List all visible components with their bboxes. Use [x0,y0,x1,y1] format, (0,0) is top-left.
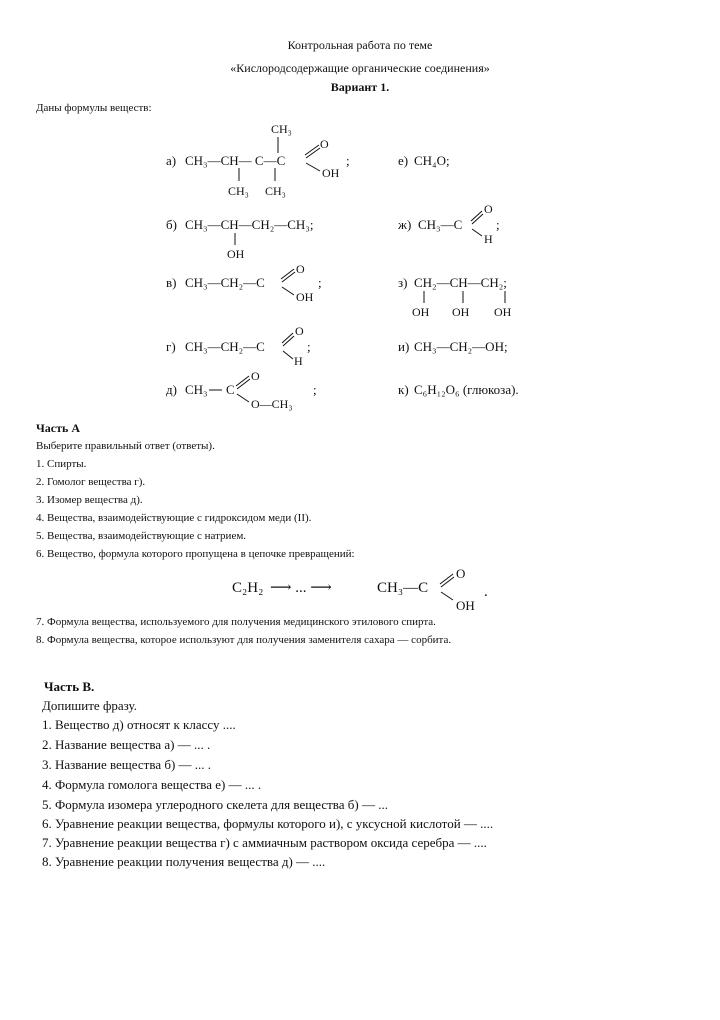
part-b-item-3: 3. Название вещества б) — ... . [42,757,212,772]
bond-line [306,163,320,171]
formula-d-och3: O—CH₃ [251,397,293,411]
formula-v-label: в) [166,275,177,290]
formula-zh-end: ; [496,217,500,232]
formula-a-o: O [320,137,329,151]
formula-z-oh-1: OH [412,305,430,319]
variant-title: Вариант 1. [330,80,390,94]
formula-v-o: O [296,262,305,276]
formula-b-main: CH₃—CH—CH₂—CH₃; [185,217,314,232]
formula-zh-h: H [484,232,493,246]
formula-z-oh-3: OH [494,305,512,319]
formula-zh-main: CH₃—C [418,217,463,232]
chain-o: O [456,566,466,581]
bond-line [283,351,293,359]
formula-b-bottom: OH [227,247,245,261]
reaction-chain [0,560,720,620]
formula-z-main: CH₂—CH—CH₂; [414,275,507,290]
formula-zh-o: O [484,202,493,216]
intro-text: Даны формулы веществ: [36,102,152,114]
formula-a-label: а) [166,153,177,168]
part-a-item-3: 3. Изомер вещества д). [36,494,143,506]
formula-d-end: ; [313,382,317,397]
bond-line [441,592,453,600]
formula-a-bottom-1: CH₃ [228,184,249,198]
formula-e-label: е) [398,153,409,168]
formula-v-end: ; [318,275,322,290]
part-b-title: Часть В. [44,679,95,694]
formula-v-oh: OH [296,290,314,304]
formula-v-main: CH₃—CH₂—C [185,275,265,290]
formula-k-label: к) [398,382,409,397]
formula-d-main: CH₃ [185,382,208,397]
formula-i-label: и) [398,339,410,354]
formula-z-label: з) [398,275,408,290]
formula-g-h: H [294,354,303,368]
formula-a-end: ; [346,153,350,168]
formula-a-oh: OH [322,166,340,180]
part-b-item-2: 2. Название вещества а) — ... . [42,737,211,752]
part-a-item-2: 2. Гомолог вещества г). [36,476,146,488]
formula-i-main: CH₃—CH₂—OH; [414,339,508,354]
part-a-title: Часть А [36,421,81,435]
formula-g-end: ; [307,339,311,354]
part-a-item-5: 5. Вещества, взаимодействующие с натрием. [36,530,247,542]
formula-d-o: O [251,369,260,383]
formula-g-o: O [295,324,304,338]
formula-zh-label: ж) [398,217,412,232]
chain-oh: OH [456,598,475,613]
header-line-2: «Кислородсодержащие органические соединения» [230,61,490,75]
chain-end: CH₃—C [377,580,429,596]
part-a-item-7: 7. Формула вещества, используемого для получения медицинского этилового спирта. [36,616,436,628]
formula-k-main: C₆H₁₂O₆ (глюкоза). [414,382,519,397]
bond-line [237,394,249,402]
part-a-item-8: 8. Формула вещества, которое используют для получения заменителя сахара — сорбита. [36,634,452,646]
part-b-item-5: 5. Формула изомера углеродного скелета для вещества б) — ... [42,797,388,812]
part-a-item-4: 4. Вещества, взаимодействующие с гидроксидом меди (II). [36,512,312,524]
formula-z-oh-2: OH [452,305,470,319]
formula-d-c: C [226,382,235,397]
part-b-item-4: 4. Формула гомолога вещества е) — ... . [42,777,262,792]
formula-a-main: CH₃—CH— C—C [185,153,286,168]
formula-d-label: д) [166,382,177,397]
header-line-1: Контрольная работа по теме [287,38,433,52]
part-b-item-6: 6. Уравнение реакции вещества, формулы которого и), с уксусной кислотой — .... [42,816,494,831]
formula-g-label: г) [166,339,176,354]
chain-start: C₂H₂ [232,580,264,596]
part-a-item-1: 1. Спирты. [36,458,87,470]
formula-a-top: CH₃ [271,122,292,136]
bond-line [472,229,482,236]
formula-a-bottom-2: CH₃ [265,184,286,198]
chain-arrows: ⟶ ... ⟶ [270,580,332,596]
formula-e-main: CH₄O; [414,153,450,168]
formula-b-label: б) [166,217,177,232]
part-b-item-7: 7. Уравнение реакции вещества г) с аммиачным раствором оксида серебра — .... [42,835,487,850]
part-b-instruction: Допишите фразу. [42,698,137,713]
part-b-item-8: 8. Уравнение реакции получения вещества д) — .... [42,854,326,869]
part-a-item-6: 6. Вещество, формула которого пропущена в цепочке превращений: [36,548,355,560]
formulas-block [0,115,720,415]
chain-dot: . [484,584,488,600]
bond-line [282,287,294,295]
part-b-item-1: 1. Вещество д) относят к классу .... [42,717,236,732]
formula-g-main: CH₃—CH₂—C [185,339,265,354]
part-a-instruction: Выберите правильный ответ (ответы). [36,440,215,452]
